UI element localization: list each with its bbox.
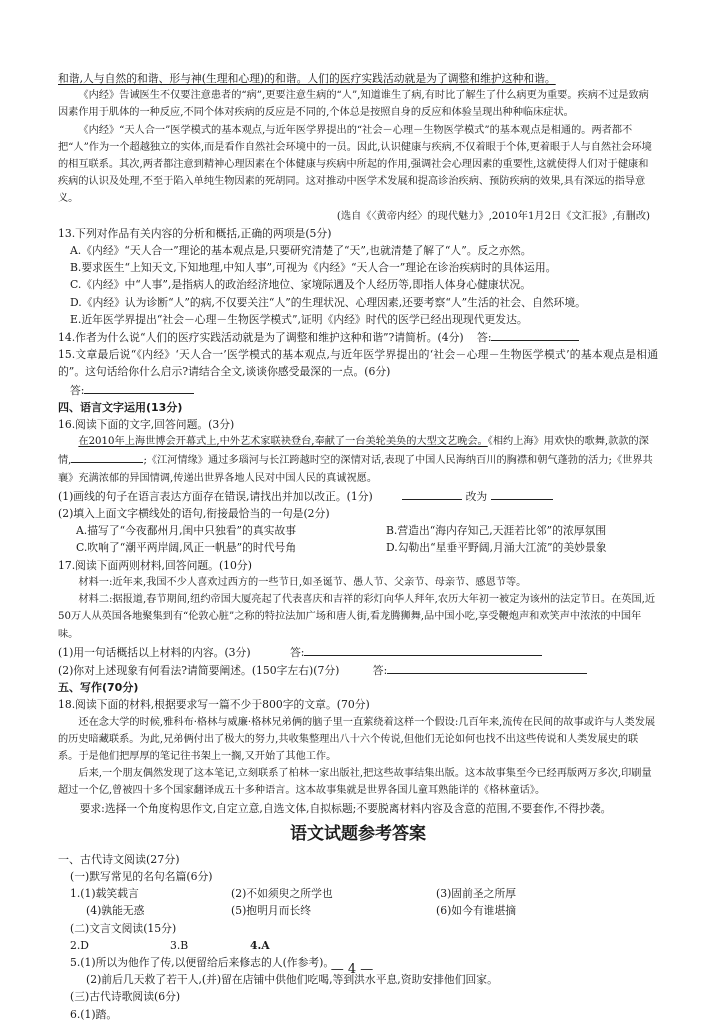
question-14-text: 14.作者为什么说“人们的医疗实践活动就是为了调整和维护这种和谐”?请简析。(4分) [58, 331, 464, 345]
answer-blank[interactable] [491, 487, 553, 500]
answer-label: 答: [70, 383, 85, 397]
q13-option-e: E.近年医学界提出“社会－心理－生物医学模式”,证明《内经》时代的医学已经出现现代更发达。 [70, 312, 528, 326]
answer-key-title: 语文试题参考答案 [290, 823, 426, 844]
question-15-text: 15.文章最后说“《内经》‘天人合一’医学模式的基本观点,与近年医学界提出的‘社会－心理－生物医学模式’的基本观点是相通的”。这句话给你什么启示?请结合全文,谈谈你感受最深的一点。(6分) [58, 348, 658, 379]
answer-label: 答: [372, 663, 388, 677]
q16-passage-text: 《相约上海》用欢快的歌舞,款款的深情, [58, 436, 649, 467]
q16-option-b: B.营造出“海内存知己,天涯若比邻”的浓厚氛围 [386, 524, 607, 538]
answer-row [58, 902, 658, 919]
answer-item: 2.D [70, 938, 89, 952]
q17-sub1 [58, 643, 658, 661]
q16-options [58, 522, 658, 556]
answer-item: 5.(1)所以为他作了传,以便留给后来修志的人(作参考)。 [70, 955, 335, 969]
answer-blank[interactable] [387, 661, 587, 674]
answer-item: (4)孰能无惑 [86, 904, 145, 918]
q17-sub1-text: (1)用一句话概括以上材料的内容。(3分) [58, 645, 251, 659]
question-17-stem: 17.阅读下面两则材料,回答问题。(10分) [58, 558, 252, 572]
q16-change-label: 改为 [465, 489, 488, 503]
answer-blank[interactable] [491, 328, 579, 341]
section-5-title: 五、写作(70分) [58, 681, 139, 695]
answer-item: (5)抱明月而长终 [231, 904, 312, 918]
q16-option-c: C.吹响了“潮平两岸阔,风正一帆悬”的时代号角 [76, 541, 297, 555]
q17-material-2: 材料二:据报道,春节期间,纽约帝国大厦亮起了代表喜庆和吉祥的彩灯向华人拜年,农历大年初一被定为该州的法定节日。在英国,近50万人从英国各地聚集到有“伦敦心脏”之称的特拉法加广场和唐人街,看龙腾狮舞,品中国小吃,享受鞭炮声和欢笑声中浓浓的中国年味。 [58, 594, 656, 640]
answer-item: 3.B [170, 938, 189, 952]
answer-item: 4.A [250, 938, 270, 952]
question-18-stem: 18.阅读下面的材料,根据要求写一篇不少于800字的文章。(70分) [58, 698, 370, 712]
q18-material-paragraph: 后来,一个朋友偶然发现了这本笔记,立刻联系了柏林一家出版社,把这些故事结集出版。这本故事集至今已经再版两万多次,印刷量超过一个亿,曾被四十多个国家翻译成五十多种语言。这本故事集就是世界各国儿童耳熟能详的《格林童话》。 [58, 768, 652, 797]
q16-option-a: A.描写了“今夜鄱州月,闺中只独看”的真实故事 [76, 524, 297, 538]
answer-label: 答: [477, 331, 492, 345]
answer-row [58, 937, 658, 954]
q16-passage-text: ;《江河情缘》通过多瑙河与长江跨越时空的深情对话,表现了中国人民海纳百川的胸襟和朝气蓬勃的活力;《世界共襄》充满浓郁的异国情调,传递出世界各地人民对中国人民的真诚祝愿。 [58, 455, 653, 484]
q17-sub2 [58, 661, 658, 679]
question-16-stem: 16.阅读下面的文字,回答问题。(3分) [58, 418, 235, 432]
answer-item: (6)如今有谁堪摘 [436, 904, 517, 918]
page-number: — 4 — [330, 962, 374, 977]
answer-blank[interactable] [402, 487, 462, 500]
q16-passage [58, 433, 658, 487]
answer-item: (3)固前圣之所厚 [436, 887, 517, 901]
q16-underlined-sentence: 在2010年上海世博会开幕式上,中外艺术家联袂登台,奉献了一台美轮美奂的大型文艺晚会。 [78, 436, 488, 448]
answer-subsection: (一)默写常见的名句名篇(6分) [70, 869, 213, 883]
passage-paragraph: 《内经》“天人合一”医学模式的基本观点,与近年医学界提出的“社会－心理－生物医学模式”的基本观点是相通的。两者都不把“人”作为一个超越独立的实体,而是看作自然社会环境中的一员。因此,认识健康与疾病,不仅着眼于个体,更着眼于人与自然社会环境的相互联系。其次,两者都注意到精神心理因素在个体健康与疾病中所起的作用,强调社会心理因素的重要性,这就使得人们对于健康和疾病的认识及处理,不至于陷入单纯生物因素的死胡同。这对推动中医学术发展和提高诊治疾病、预防疾病的效果,具有深远的指导意义。 [58, 124, 652, 205]
q18-material-paragraph: 还在念大学的时候,雅科布·格林与威廉·格林兄弟俩的脑子里一直萦绕着这样一个假设:几百年来,流传在民间的故事或许与人类发展的历史暗藏联系。为此,兄弟俩付出了极大的努力,共收集整理出八十六个传说,但他们无论如何也找不出这些传说和人类发展史的联系。于是他们把厚厚的笔记往书架上一搁,又开始了其他工作。 [58, 716, 656, 762]
answer-item: (2)前后几天救了若干人,(并)留在店铺中供他们吃喝,等到洪水平息,资助安排他们回家。 [86, 973, 498, 987]
question-13-stem: 13.下列对作品有关内容的分析和概括,正确的两项是(5分) [58, 226, 332, 240]
q13-option-a: A.《内经》“天人合一”理论的基本观点是,只要研究清楚了“天”,也就清楚了解了“人”。反之亦然。 [70, 244, 532, 258]
q16-sub2: (2)填入上面文字横线处的语句,衔接最恰当的一句是(2分) [58, 507, 330, 521]
passage-line: 和谐,人与自然的和谐、形与神(生理和心理)的和谐。人们的医疗实践活动就是为了调整和维护这种和谐。 [58, 72, 556, 85]
question-14 [58, 328, 658, 346]
q13-option-c: C.《内经》中“人事”,是指病人的政治经济地位、家境际遇及个人经历等,即指人体身心健康状况。 [70, 278, 532, 292]
answer-item: (2)不如须臾之所学也 [231, 887, 333, 901]
answer-subsection: (三)古代诗歌阅读(6分) [70, 990, 181, 1004]
answer-blank[interactable] [304, 643, 542, 656]
q17-material-1: 材料一:近年来,我国不少人喜欢过西方的一些节日,如圣诞节、愚人节、父亲节、母亲节、感恩节等。 [78, 576, 527, 588]
q18-requirements: 要求:选择一个角度构思作文,自定立意,自选文体,自拟标题;不要脱离材料内容及含意的范围,不要套作,不得抄袭。 [79, 801, 612, 815]
answer-label: 答: [289, 645, 305, 659]
answer-row [58, 885, 658, 902]
q13-option-b: B.要求医生“上知天文,下知地理,中知人事”,可视为《内经》“天人合一”理论在诊治疾病时的具体运用。 [70, 261, 557, 275]
q16-sub1-text: (1)画线的句子在语言表达方面存在错误,请找出并加以改正。(1分) [58, 489, 373, 503]
answer-subsection: (二)文言文阅读(15分) [70, 921, 177, 935]
passage-paragraph: 《内经》告诫医生不仅要注意患者的“病”,更要注意生病的“人”,知道谁生了病,有时比了解生了什么病更为重要。疾病不过是致病因素作用于肌体的一种反应,不同个体对疾病的反应是不同的,个体总是按照自身的反应和体验呈现出种种临床症状。 [58, 90, 649, 119]
answer-section-1: 一、古代诗文阅读(27分) [58, 852, 180, 866]
section-4-title: 四、语言文字运用(13分) [58, 400, 183, 414]
q16-fill-blank[interactable] [71, 450, 143, 463]
q13-option-d: D.《内经》认为诊断“人”的病,不仅要关注“人”的生理状况、心理因素,还要考察“人”生活的社会、自然环境。 [70, 295, 586, 309]
exam-page [58, 70, 658, 1023]
answer-blank[interactable] [84, 381, 194, 394]
question-15-answer [58, 381, 658, 399]
answer-item: 1.(1)载笑载言 [70, 887, 139, 901]
q16-sub1 [58, 487, 658, 505]
q16-option-d: D.勾勒出“星垂平野阔,月涌大江流”的美妙景象 [386, 541, 607, 555]
answer-item: 6.(1)踏。 [70, 1007, 118, 1021]
passage-source: (选自《〈黄帝内经〉的现代魅力》,2010年1月2日《文汇报》,有删改) [336, 210, 650, 222]
q17-sub2-text: (2)你对上述现象有何看法?请简要阐述。(150字左右)(7分) [58, 663, 340, 677]
